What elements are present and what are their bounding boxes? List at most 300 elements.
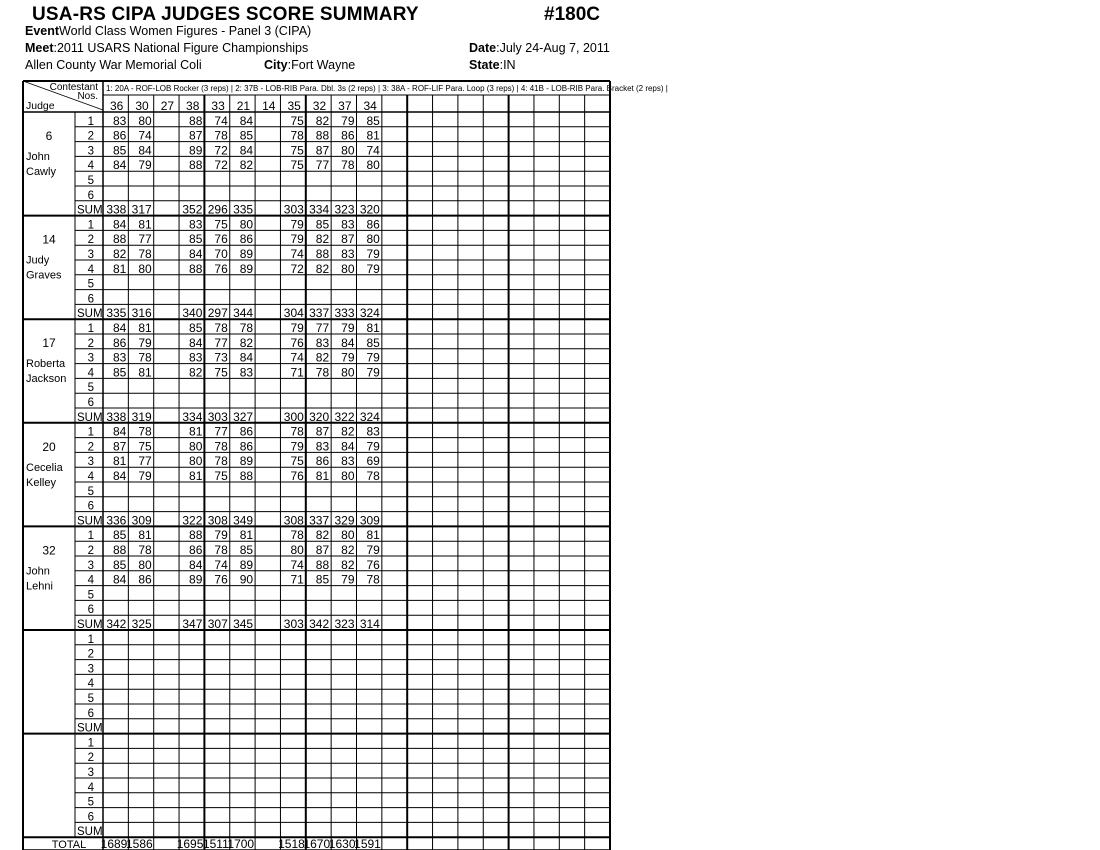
sum-cell: 335 [106, 306, 127, 321]
judge-number: 6 [45, 129, 53, 143]
score-cell: 78 [239, 321, 254, 335]
score-cell: 85 [189, 321, 203, 335]
sum-cell: 297 [207, 306, 228, 321]
judge-first-name: Judy [26, 254, 50, 267]
score-cell: 78 [341, 158, 355, 173]
score-cell: 81 [239, 528, 254, 543]
score-cell: 87 [315, 143, 330, 158]
contestant-number: 38 [186, 99, 200, 113]
sum-cell: 325 [131, 617, 152, 631]
score-cell: 86 [138, 572, 152, 587]
row-label: 3 [87, 456, 94, 469]
score-cell: 80 [341, 469, 355, 483]
score-cell: 78 [138, 424, 152, 439]
score-cell: 77 [214, 335, 228, 350]
score-cell: 78 [214, 543, 228, 557]
sum-cell: 349 [233, 513, 254, 528]
score-cell: 75 [214, 365, 228, 380]
score-cell: 81 [366, 528, 380, 543]
sum-cell: 322 [182, 513, 203, 528]
score-cell: 80 [290, 543, 304, 557]
corner-judge-label: Judge [26, 100, 55, 112]
sum-cell: 334 [309, 202, 330, 217]
total-cell: 1700 [227, 837, 255, 850]
score-cell: 83 [341, 454, 355, 469]
meet-label: Meet [25, 41, 54, 55]
sum-cell: 337 [309, 306, 330, 321]
score-cell: 71 [290, 365, 304, 380]
event-value: World Class Women Figures - Panel 3 (CIPA) [59, 24, 312, 38]
contestant-number: 14 [262, 99, 276, 113]
score-cell: 89 [239, 454, 254, 469]
row-label: 5 [87, 589, 94, 602]
sum-cell: 307 [207, 617, 228, 631]
sum-cell: 342 [106, 617, 127, 631]
score-cell: 79 [138, 469, 152, 483]
corner-nos-label: Nos. [77, 91, 98, 102]
sum-cell: 329 [334, 513, 355, 528]
sum-cell: 309 [359, 513, 380, 528]
score-cell: 88 [189, 158, 203, 173]
score-cell: 82 [315, 113, 330, 128]
sum-cell: 303 [283, 202, 304, 217]
score-cell: 79 [366, 247, 380, 261]
row-label: 1 [87, 737, 94, 750]
score-cell: 84 [112, 572, 127, 587]
score-cell: 80 [189, 454, 203, 469]
score-cell: 86 [239, 424, 254, 439]
score-cell: 76 [290, 469, 304, 483]
row-label: 5 [87, 796, 94, 809]
score-cell: 84 [112, 217, 127, 232]
score-cell: 85 [112, 557, 127, 572]
score-cell: 84 [138, 143, 152, 158]
sum-cell: 316 [131, 306, 152, 321]
score-cell: 84 [112, 158, 127, 173]
score-cell: 79 [366, 365, 380, 380]
score-cell: 80 [189, 439, 203, 454]
sum-cell: 340 [182, 306, 203, 321]
score-cell: 85 [112, 143, 127, 158]
score-cell: 81 [138, 528, 152, 543]
score-cell: 80 [366, 232, 380, 247]
score-cell: 85 [189, 232, 203, 247]
score-cell: 81 [366, 321, 380, 335]
score-cell: 84 [239, 113, 254, 128]
score-cell: 83 [189, 217, 203, 232]
score-cell: 86 [315, 454, 330, 469]
score-cell: 74 [138, 128, 152, 143]
sum-label: SUM [77, 722, 103, 735]
score-cell: 82 [239, 158, 254, 173]
row-label: 6 [87, 397, 94, 409]
score-cell: 81 [138, 321, 152, 335]
sum-cell: 309 [131, 513, 152, 528]
score-cell: 84 [112, 469, 127, 483]
sum-cell: 345 [233, 617, 254, 631]
score-cell: 71 [290, 572, 304, 587]
score-cell: 86 [239, 232, 254, 247]
score-cell: 80 [341, 365, 355, 380]
row-label: 3 [87, 145, 94, 158]
score-cell: 84 [239, 143, 254, 158]
score-cell: 79 [366, 261, 380, 276]
score-cell: 74 [290, 350, 304, 365]
score-cell: 78 [214, 321, 228, 335]
score-cell: 75 [214, 217, 228, 232]
score-cell: 78 [366, 572, 380, 587]
figures-description: 1: 20A - ROF-LOB Rocker (3 reps) | 2: 37B - LOB-RIB Para. Dbl. 3s (2 reps) | 3: 38A - ROF-LIF Para. Loop (3 reps) | 4: 41B - LOB-RIB Para. Bracket (2 reps) | [106, 84, 668, 93]
score-cell: 88 [189, 113, 203, 128]
score-cell: 72 [214, 158, 228, 173]
row-label: 6 [87, 500, 94, 513]
score-cell: 85 [112, 528, 127, 543]
score-cell: 89 [239, 247, 254, 261]
judge-number: 14 [42, 232, 56, 247]
row-label: 3 [87, 663, 94, 676]
sum-cell: 308 [283, 513, 304, 528]
score-cell: 79 [138, 158, 152, 173]
total-cell: 1586 [125, 837, 153, 850]
judge-first-name: John [26, 151, 50, 163]
score-cell: 76 [214, 232, 228, 247]
sum-label: SUM [77, 826, 103, 839]
score-cell: 86 [189, 543, 203, 557]
score-cell: 88 [315, 247, 330, 261]
score-cell: 77 [315, 158, 330, 173]
score-cell: 74 [214, 557, 228, 572]
score-cell: 88 [239, 469, 254, 483]
score-cell: 81 [189, 424, 203, 439]
score-cell: 80 [366, 158, 380, 173]
score-cell: 89 [239, 261, 254, 276]
sum-cell: 347 [182, 617, 203, 631]
score-cell: 87 [112, 439, 127, 454]
total-cell: 1591 [354, 837, 381, 850]
score-cell: 78 [214, 128, 228, 143]
sum-cell: 342 [309, 617, 330, 631]
row-label: 2 [87, 648, 94, 661]
score-cell: 83 [315, 439, 330, 454]
score-cell: 81 [138, 217, 152, 232]
date-label: Date [469, 41, 497, 55]
sum-cell: 337 [309, 513, 330, 528]
judge-last-name: Kelley [26, 476, 56, 489]
state-line: State:IN [469, 58, 516, 72]
event-label: Event [25, 24, 60, 38]
sum-cell: 314 [359, 617, 380, 631]
score-cell: 80 [341, 528, 355, 543]
score-cell: 83 [315, 335, 330, 350]
score-cell: 82 [341, 424, 355, 439]
total-cell: 1689 [100, 837, 128, 850]
venue-value: Allen County War Memorial Coli [25, 58, 202, 72]
row-label: 1 [87, 633, 94, 646]
score-cell: 78 [138, 350, 152, 365]
score-cell: 79 [290, 321, 304, 335]
score-cell: 74 [214, 113, 228, 128]
row-label: 2 [87, 752, 94, 765]
score-cell: 85 [366, 113, 380, 128]
score-cell: 87 [341, 232, 355, 247]
score-cell: 79 [366, 350, 380, 365]
score-cell: 89 [239, 557, 254, 572]
row-label: 5 [87, 382, 94, 395]
score-cell: 77 [138, 454, 152, 469]
sum-cell: 338 [106, 409, 127, 424]
score-cell: 79 [214, 528, 228, 543]
total-cell: 1511 [202, 837, 229, 850]
judge-first-name: Cecelia [26, 461, 63, 474]
score-cell: 88 [189, 528, 203, 543]
score-cell: 81 [112, 261, 127, 276]
sum-cell: 334 [182, 409, 203, 424]
row-label: 2 [87, 130, 94, 143]
score-cell: 78 [366, 469, 380, 483]
sum-cell: 323 [334, 202, 355, 217]
row-label: 1 [87, 426, 94, 439]
score-cell: 85 [239, 128, 254, 143]
score-cell: 83 [341, 247, 355, 261]
score-cell: 81 [189, 469, 203, 483]
score-cell: 80 [341, 143, 355, 158]
score-cell: 81 [366, 128, 380, 143]
score-cell: 82 [239, 335, 254, 350]
contestant-number: 37 [338, 99, 352, 113]
score-cell: 83 [112, 113, 127, 128]
contestant-number: 30 [135, 99, 149, 113]
score-cell: 82 [315, 232, 330, 247]
contestant-number: 32 [312, 99, 327, 113]
score-cell: 79 [341, 350, 355, 365]
score-cell: 89 [189, 143, 203, 158]
score-cell: 82 [341, 557, 355, 572]
score-cell: 75 [290, 454, 304, 469]
row-label: 2 [87, 545, 94, 557]
score-cell: 87 [315, 543, 330, 557]
score-cell: 86 [239, 439, 254, 454]
sum-cell: 324 [359, 306, 380, 321]
sum-label: SUM [77, 619, 103, 631]
score-cell: 72 [290, 261, 304, 276]
sum-label: SUM [77, 515, 103, 528]
city-value: Fort Wayne [291, 58, 356, 72]
score-cell: 81 [315, 469, 330, 483]
score-cell: 86 [112, 128, 127, 143]
judge-first-name: Roberta [26, 358, 66, 371]
row-label: 3 [87, 559, 94, 572]
sum-cell: 338 [106, 202, 127, 217]
score-cell: 84 [239, 350, 254, 365]
row-label: 4 [87, 367, 94, 380]
sum-cell: 335 [233, 202, 254, 217]
state-label: State [469, 58, 500, 72]
score-cell: 78 [315, 365, 330, 380]
row-label: 4 [87, 160, 94, 173]
score-cell: 78 [290, 528, 304, 543]
row-label: 4 [87, 678, 94, 691]
score-cell: 75 [290, 113, 304, 128]
judge-last-name: Cawly [26, 166, 56, 178]
sum-cell: 319 [131, 409, 152, 424]
score-cell: 88 [315, 557, 330, 572]
score-cell: 78 [214, 454, 228, 469]
score-cell: 75 [290, 158, 304, 173]
score-cell: 82 [112, 247, 127, 261]
score-cell: 82 [189, 365, 203, 380]
row-label: 6 [87, 189, 94, 202]
row-label: 2 [87, 234, 94, 247]
row-label: 1 [87, 115, 94, 128]
score-cell: 85 [239, 543, 254, 557]
row-label: 3 [87, 249, 94, 261]
score-cell: 74 [290, 247, 304, 261]
sum-cell: 304 [283, 306, 304, 321]
sum-cell: 323 [334, 617, 355, 631]
contestant-number: 35 [287, 99, 301, 113]
score-cell: 84 [189, 247, 203, 261]
score-cell: 75 [138, 439, 152, 454]
total-cell: 1670 [303, 837, 331, 850]
sum-cell: 336 [106, 513, 127, 528]
score-cell: 83 [341, 217, 355, 232]
row-label: 1 [87, 219, 94, 232]
score-cell: 88 [315, 128, 330, 143]
score-cell: 70 [214, 247, 228, 261]
row-label: 6 [87, 811, 94, 824]
score-cell: 74 [290, 557, 304, 572]
score-cell: 85 [366, 335, 380, 350]
score-cell: 78 [290, 128, 304, 143]
score-cell: 83 [366, 424, 380, 439]
score-cell: 82 [315, 350, 330, 365]
row-label: 6 [87, 707, 94, 720]
score-cell: 76 [366, 557, 380, 572]
score-cell: 87 [315, 424, 330, 439]
score-cell: 83 [112, 350, 127, 365]
sum-cell: 300 [283, 409, 304, 424]
score-cell: 76 [290, 335, 304, 350]
row-label: 3 [87, 767, 94, 779]
score-cell: 75 [290, 143, 304, 158]
score-cell: 79 [138, 335, 152, 350]
score-cell: 69 [366, 454, 380, 469]
score-cell: 79 [290, 439, 304, 454]
row-label: 3 [87, 352, 94, 365]
score-cell: 78 [290, 424, 304, 439]
contestant-number: 34 [363, 99, 377, 113]
score-cell: 78 [214, 439, 228, 454]
city-line: City:Fort Wayne [264, 58, 356, 72]
score-cell: 89 [189, 572, 203, 587]
score-cell: 87 [189, 128, 203, 143]
score-cell: 77 [138, 232, 152, 247]
total-cell: 1518 [278, 837, 305, 850]
city-label: City [264, 58, 288, 72]
row-label: 4 [87, 574, 94, 587]
row-label: 5 [87, 175, 94, 187]
score-cell: 82 [315, 261, 330, 276]
score-cell: 84 [341, 439, 355, 454]
score-cell: 86 [366, 217, 380, 232]
score-cell: 80 [341, 261, 355, 276]
contestant-number: 27 [160, 99, 175, 113]
score-cell: 79 [290, 232, 304, 247]
contestant-number: 33 [211, 99, 225, 113]
score-cell: 78 [138, 543, 152, 557]
score-cell: 79 [341, 572, 355, 587]
row-label: 2 [87, 337, 94, 350]
row-label: 1 [87, 323, 94, 335]
score-cell: 84 [189, 335, 203, 350]
sum-cell: 322 [334, 409, 355, 424]
judge-last-name: Lehni [26, 580, 53, 593]
date-line: Date:July 24-Aug 7, 2011 [469, 41, 610, 55]
row-label: 4 [87, 781, 94, 794]
judge-last-name: Jackson [26, 373, 67, 386]
row-label: 1 [87, 530, 94, 543]
sum-cell: 352 [182, 202, 203, 217]
judge-first-name: John [26, 565, 50, 578]
score-cell: 88 [112, 232, 127, 247]
sum-cell: 327 [233, 409, 254, 424]
score-cell: 82 [315, 528, 330, 543]
sum-cell: 296 [207, 202, 228, 217]
sum-cell: 303 [207, 409, 228, 424]
sum-label: SUM [77, 308, 103, 321]
sum-cell: 320 [359, 202, 380, 217]
row-label: 2 [87, 441, 94, 454]
score-cell: 79 [341, 113, 355, 128]
score-cell: 84 [112, 321, 127, 335]
sum-cell: 324 [359, 409, 380, 424]
score-cell: 82 [341, 543, 355, 557]
sum-cell: 333 [334, 306, 355, 321]
score-cell: 76 [214, 572, 228, 587]
sum-cell: 303 [283, 617, 304, 631]
score-cell: 83 [189, 350, 203, 365]
score-cell: 80 [138, 113, 152, 128]
row-label: 4 [87, 471, 94, 483]
score-cell: 85 [112, 365, 127, 380]
score-cell: 73 [214, 350, 228, 365]
row-label: 5 [87, 693, 94, 705]
total-cell: 1695 [176, 837, 204, 850]
score-cell: 75 [214, 469, 228, 483]
row-label: 5 [87, 278, 94, 291]
score-cell: 84 [189, 557, 203, 572]
score-cell: 88 [189, 261, 203, 276]
score-cell: 85 [315, 572, 330, 587]
score-cell: 90 [239, 572, 254, 587]
score-cell: 72 [214, 143, 228, 158]
score-cell: 85 [315, 217, 330, 232]
score-cell: 81 [138, 365, 152, 380]
corner-contestant-label: Contestant [49, 82, 98, 93]
score-cell: 81 [112, 454, 127, 469]
score-cell: 86 [112, 335, 127, 350]
total-cell: 1630 [328, 837, 356, 850]
meet-line: Meet:2011 USARS National Figure Championships [25, 41, 309, 55]
row-label: 6 [87, 293, 94, 306]
score-cell: 86 [341, 128, 355, 143]
sum-label: SUM [77, 204, 103, 217]
sum-label: SUM [77, 411, 103, 424]
score-cell: 84 [112, 424, 127, 439]
score-cell: 79 [341, 321, 355, 335]
row-label: 6 [87, 604, 94, 617]
row-label: 5 [87, 485, 94, 498]
